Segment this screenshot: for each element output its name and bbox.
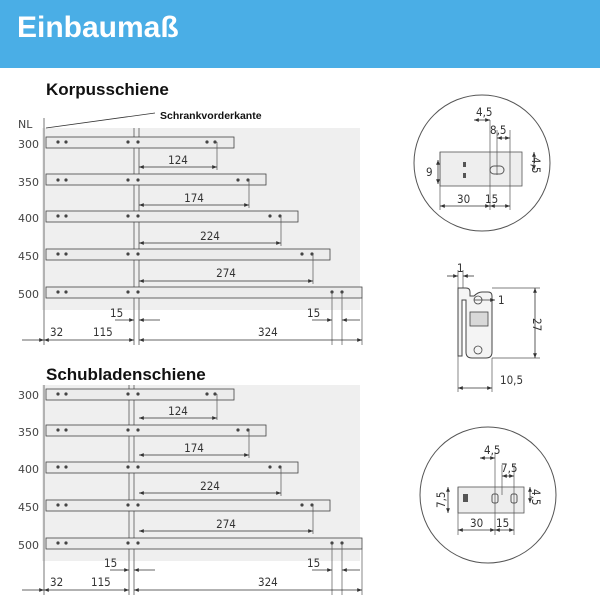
svg-text:4,5: 4,5 bbox=[484, 443, 501, 457]
svg-text:15: 15 bbox=[110, 306, 124, 320]
detail-schublade-hole-pattern bbox=[420, 427, 556, 563]
rail-length-label: 400 bbox=[18, 463, 39, 476]
svg-text:274: 274 bbox=[216, 266, 236, 280]
svg-text:10,5: 10,5 bbox=[500, 373, 524, 387]
svg-text:224: 224 bbox=[200, 479, 220, 493]
svg-text:4,5: 4,5 bbox=[529, 489, 543, 506]
schublade-rail-diagram bbox=[18, 385, 362, 595]
page-title: Einbaumaß bbox=[17, 11, 179, 44]
svg-text:274: 274 bbox=[216, 517, 236, 531]
svg-text:9: 9 bbox=[426, 165, 433, 179]
svg-text:174: 174 bbox=[184, 191, 204, 205]
korpus-rail-diagram bbox=[18, 110, 362, 345]
svg-text:324: 324 bbox=[258, 575, 278, 589]
svg-text:324: 324 bbox=[258, 325, 278, 339]
svg-text:30: 30 bbox=[457, 192, 471, 206]
rail-length-label: 350 bbox=[18, 426, 39, 439]
annotation-leader bbox=[46, 113, 155, 128]
svg-text:124: 124 bbox=[168, 153, 188, 167]
svg-text:15: 15 bbox=[307, 306, 321, 320]
rail-length-label: 300 bbox=[18, 138, 39, 151]
svg-text:15: 15 bbox=[485, 192, 499, 206]
rail-length-label: 450 bbox=[18, 501, 39, 514]
svg-text:8,5: 8,5 bbox=[490, 123, 507, 137]
rail-length-label: 500 bbox=[18, 288, 39, 301]
svg-text:4,5: 4,5 bbox=[529, 157, 543, 174]
nl-label: NL bbox=[18, 118, 33, 131]
rail-length-label: 450 bbox=[18, 250, 39, 263]
rail-length-label: 500 bbox=[18, 539, 39, 552]
svg-text:174: 174 bbox=[184, 441, 204, 455]
svg-text:7,5: 7,5 bbox=[501, 461, 518, 475]
svg-text:4,5: 4,5 bbox=[476, 105, 493, 119]
svg-text:32: 32 bbox=[50, 575, 64, 589]
rail-length-label: 350 bbox=[18, 176, 39, 189]
svg-text:15: 15 bbox=[104, 556, 118, 570]
svg-text:15: 15 bbox=[496, 516, 510, 530]
svg-text:115: 115 bbox=[93, 325, 113, 339]
svg-text:32: 32 bbox=[50, 325, 64, 339]
rail-length-label: 300 bbox=[18, 389, 39, 402]
svg-text:224: 224 bbox=[200, 229, 220, 243]
svg-text:1: 1 bbox=[457, 261, 464, 275]
svg-text:15: 15 bbox=[307, 556, 321, 570]
svg-text:27: 27 bbox=[530, 318, 544, 332]
section-title-korpusschiene: Korpusschiene bbox=[46, 80, 169, 99]
svg-text:1: 1 bbox=[498, 293, 505, 307]
rail-profile-cross-section bbox=[447, 261, 544, 392]
detail-korpus-hole-pattern bbox=[414, 95, 550, 231]
svg-text:124: 124 bbox=[168, 404, 188, 418]
rail-300 bbox=[18, 389, 234, 402]
svg-text:30: 30 bbox=[470, 516, 484, 530]
svg-text:115: 115 bbox=[91, 575, 111, 589]
annotation-label: Schrankvorderkante bbox=[160, 110, 262, 122]
svg-text:7,5: 7,5 bbox=[434, 491, 448, 508]
rail-length-label: 400 bbox=[18, 212, 39, 225]
section-title-schubladenschiene: Schubladenschiene bbox=[46, 365, 206, 384]
